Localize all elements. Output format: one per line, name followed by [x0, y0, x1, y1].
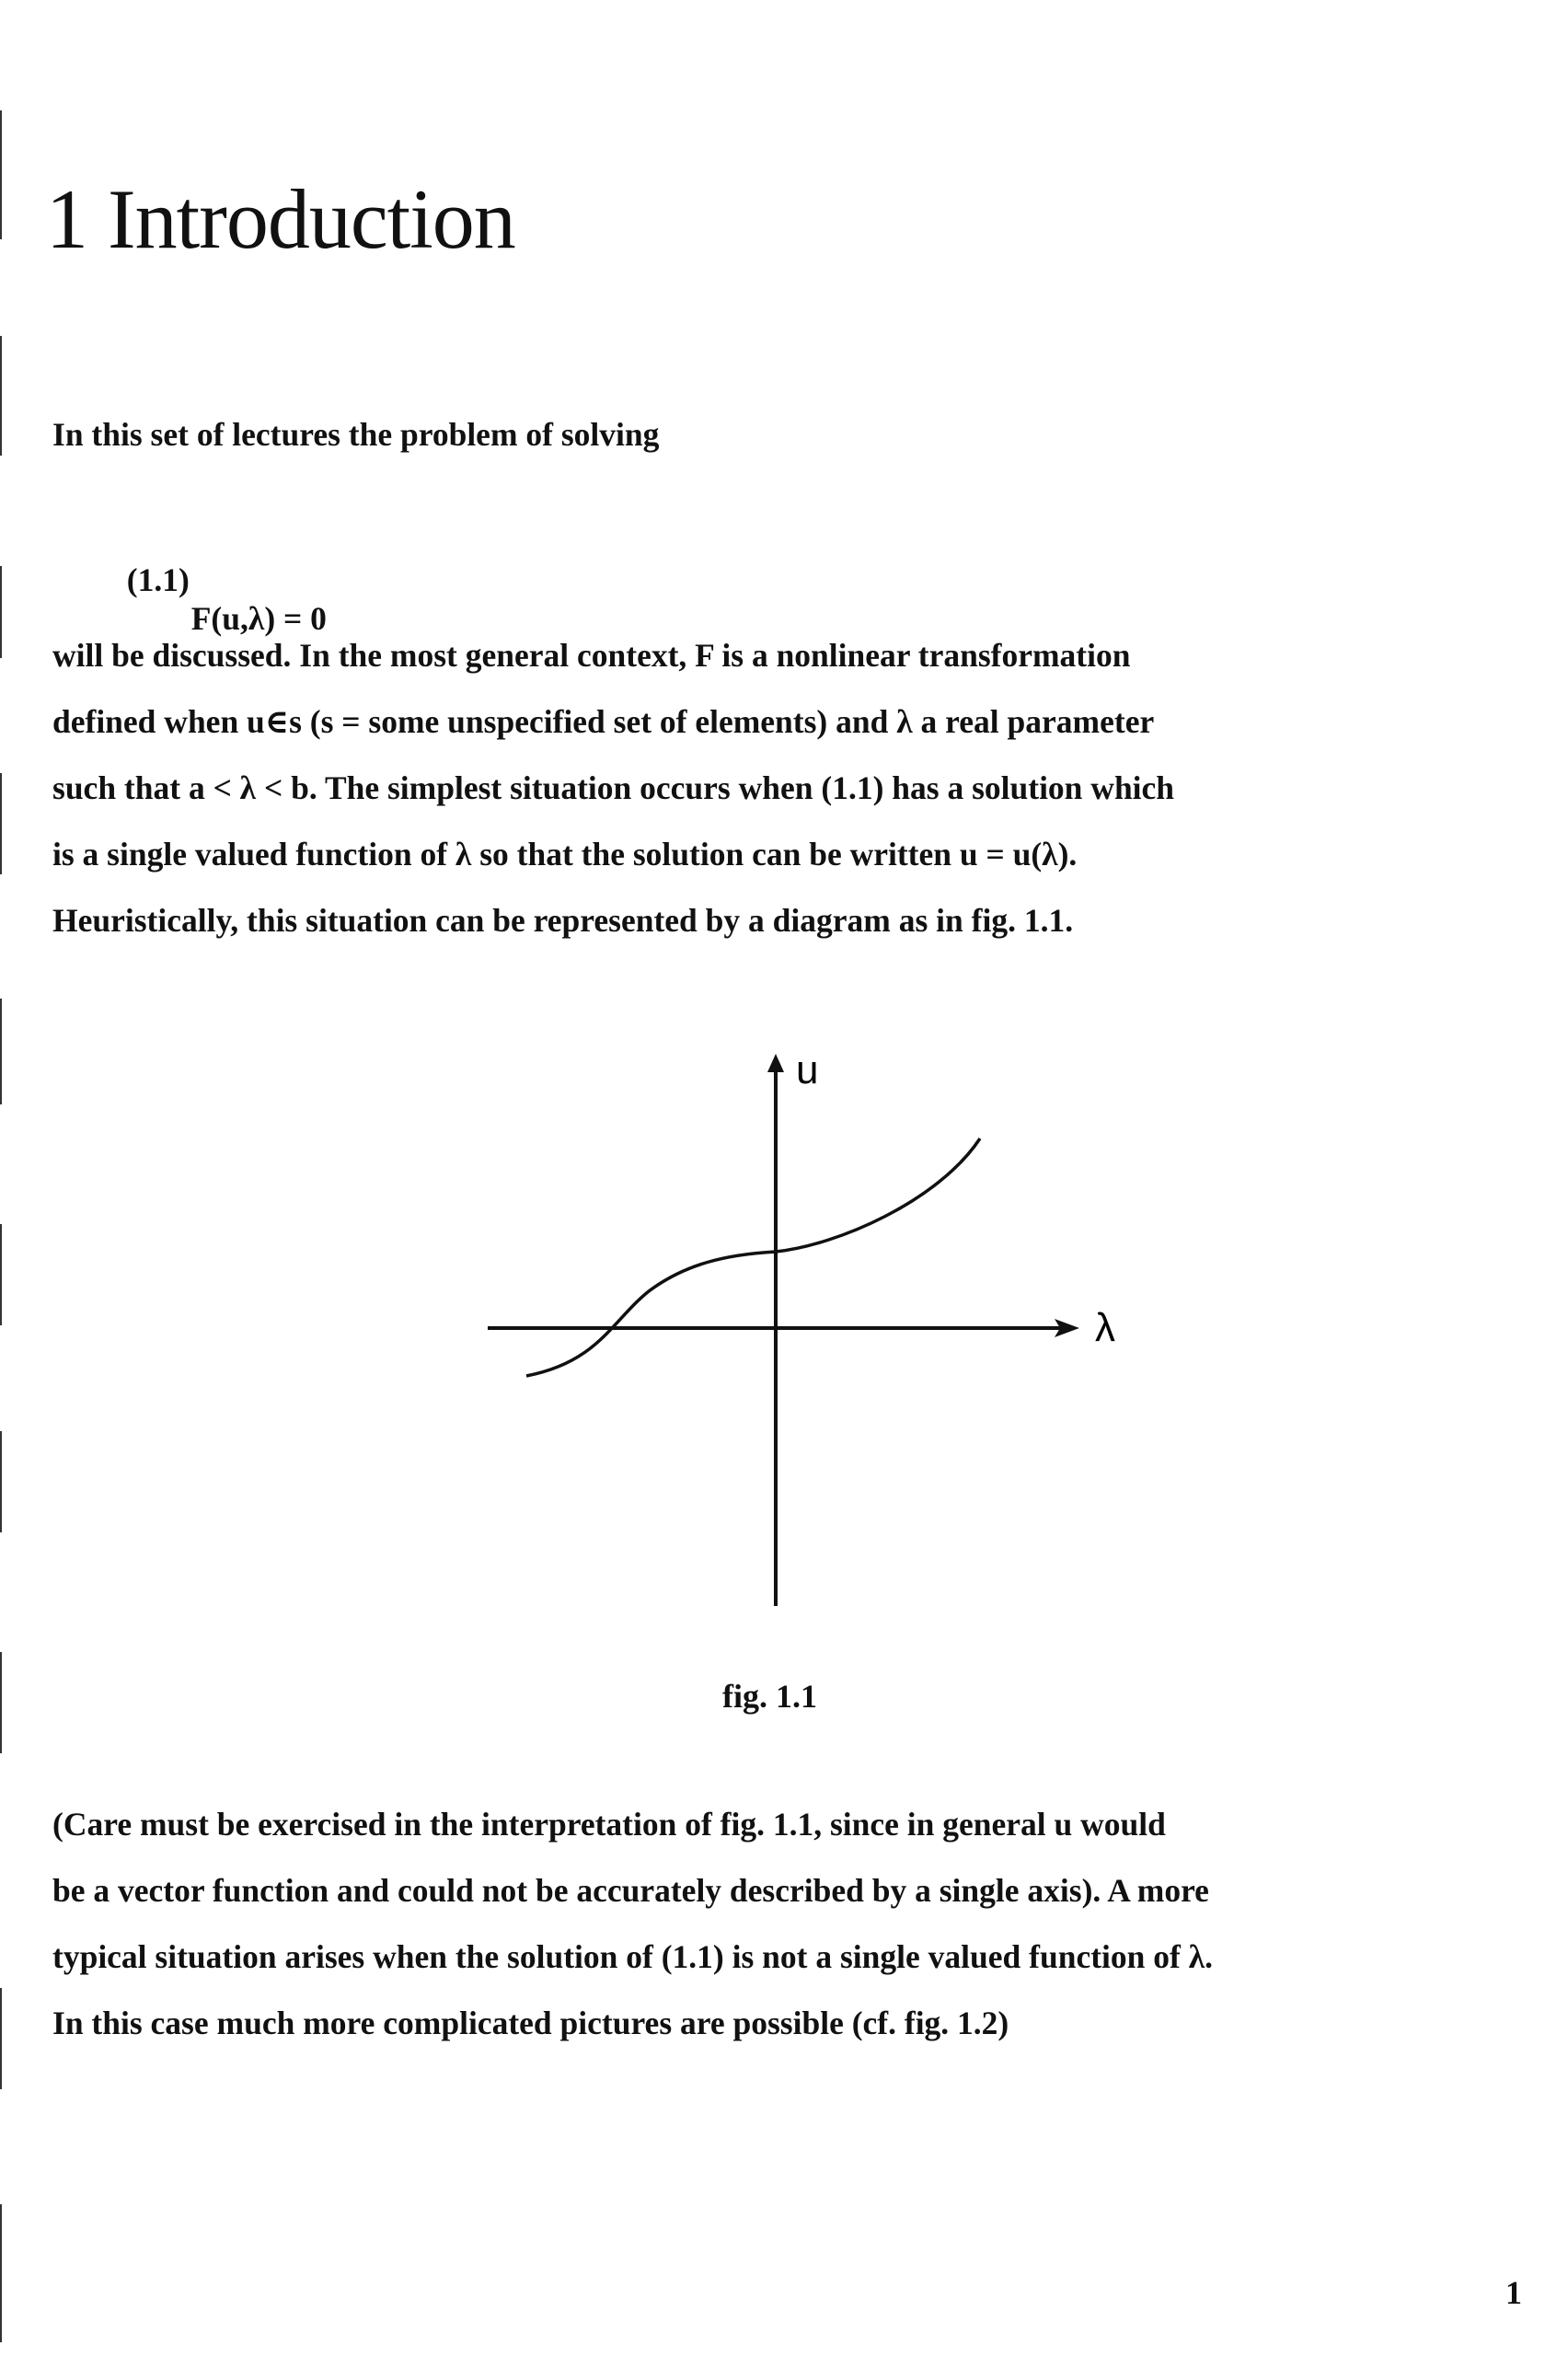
paragraph-line: Heuristically, this situation can be represented by a diagram as in fig. 1.1.: [52, 902, 1074, 939]
solution-curve: [526, 1138, 980, 1376]
scan-mark: [0, 1988, 2, 2089]
paragraph-2: [52, 1791, 1213, 2056]
paragraph-line: typical situation arises when the solution of (1.1) is not a single valued function of λ.: [52, 1938, 1214, 1975]
u-axis-label: u: [796, 1047, 819, 1092]
figure-1-1: [460, 1045, 1159, 1615]
paragraph-line: (Care must be exercised in the interpretation of fig. 1.1, since in general u would: [52, 1806, 1166, 1843]
figure-caption: fig. 1.1: [722, 1678, 817, 1715]
scan-mark: [0, 336, 2, 456]
paragraph-line: is a single valued function of λ so that the solution can be written u = u(λ).: [52, 836, 1078, 872]
paragraph-line: such that a < λ < b. The simplest situation occurs when (1.1) has a solution which: [52, 769, 1175, 806]
scan-mark: [0, 110, 2, 239]
scan-mark: [0, 566, 2, 658]
scan-mark: [0, 1431, 2, 1532]
paragraph-1: [52, 622, 1174, 953]
lambda-axis-label: λ: [1095, 1305, 1115, 1350]
paragraph-line: be a vector function and could not be accurately described by a single axis). A more: [52, 1872, 1209, 1909]
u-axis-arrowhead: [767, 1054, 784, 1072]
equation-1-1: [110, 522, 327, 638]
scan-mark: [0, 999, 2, 1104]
scan-mark: [0, 1224, 2, 1325]
chapter-title: 1 Introduction: [46, 172, 515, 266]
scan-mark: [0, 1652, 2, 1753]
paragraph-line: defined when u∈s (s = some unspecified set of elements) and λ a real parameter: [52, 703, 1155, 740]
scan-mark: [0, 2204, 2, 2342]
page-number: 1: [1505, 2274, 1522, 2311]
equation-label: (1.1): [126, 561, 190, 598]
paragraph-line: will be discussed. In the most general context, F is a nonlinear transformation: [52, 637, 1131, 674]
intro-line: In this set of lectures the problem of solving: [52, 416, 660, 453]
equation-body: F(u,λ) = 0: [190, 600, 327, 637]
paragraph-line: In this case much more complicated pictures are possible (cf. fig. 1.2): [52, 2005, 1009, 2041]
scan-mark: [0, 773, 2, 874]
